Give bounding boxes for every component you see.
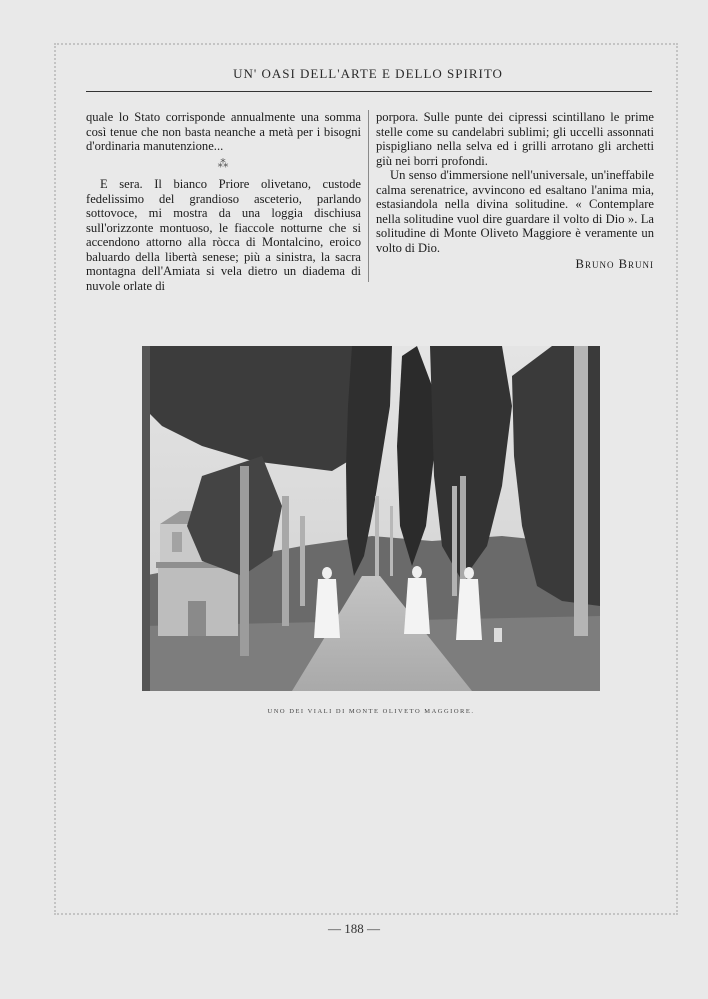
right-column [376,110,654,272]
right-paragraph-1: porpora. Sulle punte dei cipressi scintillano le prime stelle come su candelabri sublimi; gli uccelli assonnati pispigliano nella selva ed i grilli arrotano gli archetti giù nei borri profondi. [376,110,654,168]
author-signature: Bruno Bruni [575,257,654,271]
photograph [142,346,600,691]
running-head: UN' OASI DELL'ARTE E DELLO SPIRITO [233,66,503,81]
left-paragraph-2 [86,177,361,293]
right-paragraph-2: Un senso d'immersione nell'universale, un'ineffabile calma serenatrice, avvincono ed esaltano l'anima mia, estasiandola nella divina solitudine. « Contemplare nella solitudine vuol dire guardare il volto di Dio ». La solitudine di Monte Oliveto Maggiore è veramente un volto di Dio. [376,168,654,255]
left-column [86,110,361,293]
left-paragraph-2-text: sera. Il bianco Priore olivetano, custode fedelissimo del grandioso asceterio, parlando sottovoce, mi mostra da una loggia dischiusa sull'orizzonte montuoso, le fiaccole notturne che si accendono attorno alla ròcca di Montalcino, eroico baluardo della libertà senese; più a sinistra, la sacra montagna dell'Amiata si vela dietro un diadema di nuvole orlate di [86,177,361,293]
left-paragraph-1: quale lo Stato corrisponde annualmente una somma così tenue che non basta neanche a metà per i bisogni d'ordinaria manutenzione... [86,110,361,153]
column-divider [368,110,369,282]
figure-caption: UNO DEI VIALI DI MONTE OLIVETO MAGGIORE. [267,708,475,715]
header-rule [86,91,652,92]
page-number: — 188 — [328,921,380,936]
drop-initial: E [100,177,108,191]
ornament: ⁂ [217,157,230,170]
